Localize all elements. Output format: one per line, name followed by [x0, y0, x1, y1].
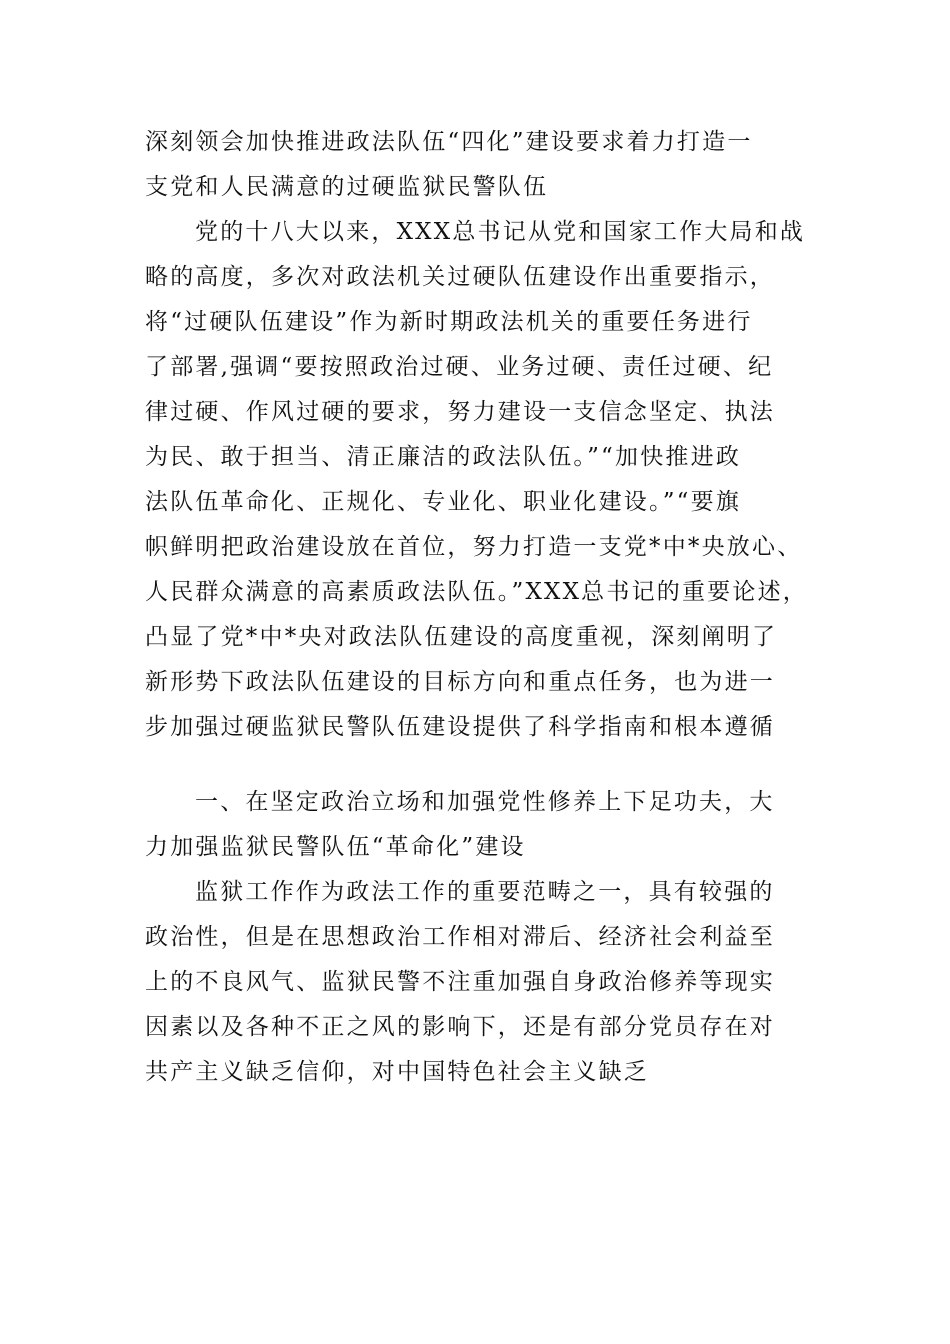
- paragraph-line: 律过硬、作风过硬的要求，努力建设一支信念坚定、执法: [145, 399, 775, 425]
- paragraph-line: 步加强过硬监狱民警队伍建设提供了科学指南和根本遵循: [145, 714, 775, 740]
- paragraph-line: 为民、敢于担当、清正廉洁的政法队伍。”“加快推进政: [145, 444, 742, 470]
- paragraph-line: 法队伍革命化、正规化、专业化、职业化建设。”“要旗: [145, 489, 742, 515]
- paragraph-line: 了部署,强调“要按照政治过硬、业务过硬、责任过硬、纪: [145, 354, 774, 380]
- paragraph-line: 凸显了党*中*央对政法队伍建设的高度重视，深刻阐明了: [145, 624, 778, 650]
- paragraph-line: 因素以及各种不正之风的影响下，还是有部分党员存在对: [145, 1014, 775, 1040]
- paragraph-line: 略的高度，多次对政法机关过硬队伍建设作出重要指示，: [145, 264, 775, 290]
- paragraph-line: 上的不良风气、监狱民警不注重加强自身政治修养等现实: [145, 969, 775, 995]
- paragraph-line: 人民群众满意的高素质政法队伍。”XXX总书记的重要论述，: [145, 579, 808, 605]
- paragraph-line: 共产主义缺乏信仰，对中国特色社会主义缺乏: [145, 1059, 649, 1085]
- section-heading-line: 一、在坚定政治立场和加强党性修养上下足功夫，大: [195, 789, 775, 815]
- section-heading-line: 力加强监狱民警队伍“革命化”建设: [145, 834, 526, 860]
- paragraph-line: 新形势下政法队伍建设的目标方向和重点任务，也为进一: [145, 669, 775, 695]
- paragraph-line: 帜鲜明把政治建设放在首位，努力打造一支党*中*央放心、: [145, 534, 803, 560]
- document-title-line: 深刻领会加快推进政法队伍“四化”建设要求着力打造一: [145, 129, 753, 155]
- paragraph-line: 监狱工作作为政法工作的重要范畴之一，具有较强的: [195, 879, 775, 905]
- paragraph-line: 党的十八大以来，XXX总书记从党和国家工作大局和战: [195, 219, 806, 245]
- document-title-line: 支党和人民满意的过硬监狱民警队伍: [145, 174, 549, 200]
- paragraph-line: 政治性，但是在思想政治工作相对滞后、经济社会利益至: [145, 924, 775, 950]
- paragraph-line: 将“过硬队伍建设”作为新时期政法机关的重要任务进行: [145, 309, 753, 335]
